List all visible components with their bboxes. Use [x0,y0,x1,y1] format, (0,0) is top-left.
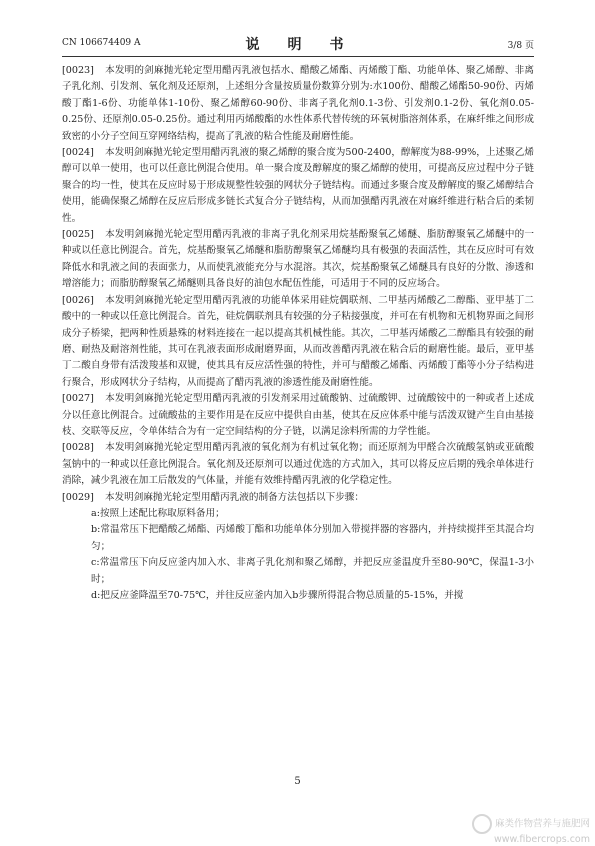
watermark-title: 麻类作物营养与施肥网 [494,818,590,830]
paragraph-0023 [62,63,534,145]
paragraph-text: 本发明剑麻抛光轮定型用醋丙乳液的聚乙烯醇的聚合度为500-2400，醇解度为88-99%，上述聚乙烯醇可以单一使用，也可以任意比例混合使用。单一聚合度及醇解度的聚乙烯醇的使用，可提高反应过程中分子链聚合的均一性，使其在反应时易于形成规整性较强的网状分子链结构。而通过多聚合度及醇解度的聚乙烯醇结合使用，能确保聚乙烯醇在反应后形成多链长式复合分子链结构，从而加强醋丙乳液在对麻纤维进行粘合后的柔韧性。 [62,147,534,224]
step-text: a:按照上述配比称取原料备用； [91,507,225,519]
step-b [62,522,534,555]
step-text: b:常温常压下把醋酸乙烯酯、丙烯酸丁酯和功能单体分别加入带搅拌器的容器内，并持续搅拌至其混合均匀； [91,524,534,552]
page-header [62,34,534,52]
step-a [62,506,534,522]
paragraph-tag: [0027] [62,393,94,405]
paragraph-0029 [62,490,534,506]
watermark-url: www.fibercrops.com [493,834,590,845]
paragraph-text: 本发明剑麻抛光轮定型用醋丙乳液的氧化剂为有机过氧化物；而还原剂为甲醛合次硫酸氢钠或亚硫酸氢钠中的一种或以任意比例混合。氧化剂及还原剂可以通过优选的方式加入，其可以将反应后期的残余单体进行消除，减少乳液在加工后散发的气体量，并能有效维持醋丙乳液的化学稳定性。 [62,442,534,487]
site-watermark [430,814,590,846]
document-title: 说 明 书 [245,37,351,53]
watermark-logo-icon [472,814,492,834]
paragraph-text: 本发明剑麻抛光轮定型用醋丙乳液的功能单体采用硅烷偶联剂、二甲基丙烯酸乙二醇酯、亚甲基丁二酸中的一种或以任意比例混合。首先，硅烷偶联剂具有较强的分子粘接强度，并可在有机物和无机物界面之间形成分子桥梁，把两种性质悬殊的材料连接在一起以提高其机械性能。其次，二甲基丙烯酸乙二醇酯具有较强的耐磨、耐热及耐溶剂性能，其可在乳液表面形成耐磨界面，从而改善醋丙乳液在粘合后的耐磨性能。最后，亚甲基丁二酸自身带有活泼羧基和双键，使其具有反应活性强的特性，并可与醋酸乙烯酯、丙烯酸丁酯等小分子结构进行聚合，形成网状分子结构，从而提高了醋丙乳液的渗透性能及耐磨性能。 [62,294,534,388]
paragraph-0024 [62,145,534,227]
paragraph-text: 本发明剑麻抛光轮定型用醋丙乳液的非离子乳化剂采用烷基酚聚氧乙烯醚、脂肪醇聚氧乙烯醚中的一种或以任意比例混合。首先，烷基酚聚氧乙烯醚和脂肪醇聚氧乙烯醚均具有极强的表面活性，其在反应时可有效降低水和乳液之间的表面张力，从而使乳液能充分与水混溶。其次，烷基酚聚氧乙烯醚具有良好的分散、渗透和增溶能力；而脂肪醇聚氧乙烯醚则具备良好的油包水配伍性能，可适用于不同的反应场合。 [62,229,534,290]
paragraph-tag: [0023] [62,65,94,76]
header-rule [62,56,534,57]
page-number: 5 [294,776,301,787]
paragraph-text: 本发明剑麻抛光轮定型用醋丙乳液的制备方法包括以下步骤： [104,491,364,503]
step-c [62,555,534,588]
paragraph-tag: [0028] [62,442,94,454]
paragraph-0026 [62,293,534,391]
paragraph-text: 本发明的剑麻抛光轮定型用醋丙乳液包括水、醋酸乙烯酯、丙烯酸丁酯、功能单体、聚乙烯醇、非离子乳化剂、引发剂、氧化剂及还原剂，上述组分含量按质量份数算分别为:水100份、醋酸乙烯酯50-90份、丙烯酸丁酯1-6份、功能单体1-10份、聚乙烯醇60-90份、非离子乳化剂0.1-3份、引发剂0.1-2份、氧化剂0.05-0.25份、还原剂0.05-0.25份。通过利用丙烯酸酯的水性体系代替传统的环氧树脂溶剂体系，在麻纤维之间形成致密的小分子空间互穿网络结构，提高了乳液的粘合性能及耐磨性能。 [62,65,534,142]
paragraph-tag: [0025] [62,229,94,241]
page-indicator: 3/8 页 [507,41,534,51]
paragraph-0028 [62,440,534,489]
step-text: d:把反应釜降温至70-75℃，并往反应釜内加入b步骤所得混合物总质量的5-15%，并搅 [91,590,464,601]
paragraph-tag: [0029] [62,491,94,503]
paragraph-0025 [62,227,534,293]
document-body [62,63,534,604]
step-d [62,588,534,604]
paragraph-tag: [0024] [62,147,94,159]
step-text: c:常温常压下向反应釜内加入水、非离子乳化剂和聚乙烯醇，并把反应釜温度升至80-90℃，保温1-3小时； [91,557,534,585]
paragraph-0027 [62,391,534,440]
paragraph-text: 本发明剑麻抛光轮定型用醋丙乳液的引发剂采用过硫酸钠、过硫酸钾、过硫酸铵中的一种或者上述成分以任意比例混合。过硫酸盐的主要作用是在反应中提供自由基，使其在反应体系中能与活泼双键产生自由基接枝、交联等反应，令单体结合为有一定空间结构的分子链，以满足涂料所需的力学性能。 [62,393,534,437]
publication-number: CN 106674409 A [62,38,141,48]
paragraph-tag: [0026] [62,294,94,306]
